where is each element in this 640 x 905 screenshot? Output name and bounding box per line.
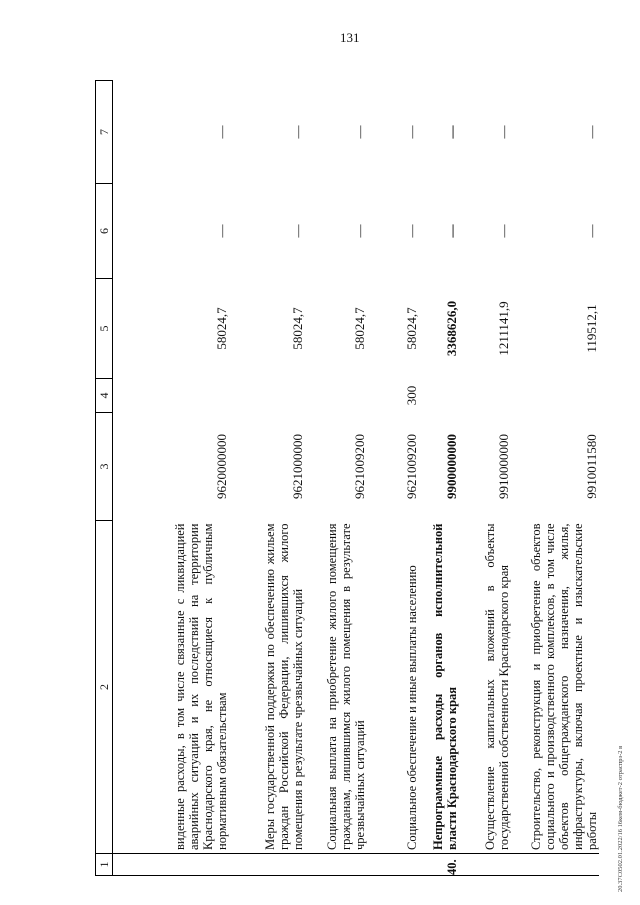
page-number: 131 <box>340 30 360 45</box>
row-target-code: 9621009200 <box>404 434 419 499</box>
table-row <box>367 81 419 876</box>
budget-table <box>95 80 599 876</box>
row-amount: 58024,7 <box>352 307 367 350</box>
row-target-code: 9621009200 <box>352 434 367 499</box>
row-amount: 58024,7 <box>290 307 305 350</box>
row-target-code: 9900000000 <box>444 434 459 499</box>
row-number <box>113 854 230 876</box>
row-expense-type <box>305 379 367 413</box>
row-target-code: 9621000000 <box>290 434 305 499</box>
row-expense-type: 300 <box>404 385 419 406</box>
row-amount: 3368626,0 <box>444 300 459 357</box>
row-col6-dash: — <box>290 224 305 238</box>
row-amount: 58024,7 <box>214 307 229 350</box>
row-number <box>229 854 305 876</box>
row-expense-type <box>459 379 511 413</box>
row-col7-dash: — <box>444 125 459 139</box>
table-row <box>511 81 599 876</box>
header-col-7: 7 <box>96 81 113 184</box>
row-expense-type <box>113 379 230 413</box>
row-number <box>305 854 367 876</box>
row-col7-dash: — <box>584 125 599 139</box>
row-amount: 58024,7 <box>404 307 419 350</box>
row-amount: 119512,1 <box>584 304 599 353</box>
row-col7-dash: — <box>352 125 367 139</box>
header-col-5: 5 <box>96 279 113 379</box>
row-col6-dash: — <box>584 224 599 238</box>
table-row <box>229 81 305 876</box>
header-col-6: 6 <box>96 184 113 279</box>
row-expense-type <box>511 379 599 413</box>
row-col6-dash: — <box>352 224 367 238</box>
header-col-1: 1 <box>96 854 113 876</box>
row-target-code: 9910000000 <box>496 434 511 499</box>
row-expense-type <box>229 379 305 413</box>
row-number <box>459 854 511 876</box>
table-row <box>305 81 367 876</box>
row-target-code: 9910011580 <box>584 434 599 499</box>
document-footer-code: 20.37C0502.01.2022/16 16кем-бюджет-2 отраспрз-2 в <box>617 745 624 892</box>
row-number <box>511 854 599 876</box>
row-col7-dash: — <box>404 125 419 139</box>
row-description: виденные расходы, в том числе связанные с ликвидацией аварийных ситуаций и их последствий на территории Краснодарского края, не относящиеся к публичным нормативным обязательствам <box>173 523 229 850</box>
row-description: Социальное обеспечение и иные выплаты населению <box>405 565 419 850</box>
table-row-section <box>419 81 459 876</box>
row-col7-dash: — <box>290 125 305 139</box>
row-col6-dash: — <box>214 224 229 238</box>
header-col-4: 4 <box>96 379 113 413</box>
row-amount: 1211141,9 <box>496 301 511 356</box>
row-description: Меры государственной поддержки по обеспечению жильем граждан Российской Федерации, лишившихся жилого помещения в результате чрезвычайных ситуаций <box>263 523 305 850</box>
row-target-code: 9620000000 <box>214 434 229 499</box>
row-description: Осуществление капитальных вложений в объекты государственной собственности Краснодарского края <box>483 523 511 850</box>
header-col-3: 3 <box>96 413 113 521</box>
row-col6-dash: — <box>444 224 459 238</box>
row-description: Непрограммные расходы органов исполнительной власти Краснодарского края <box>431 523 459 850</box>
table-row <box>113 81 230 876</box>
table-header-row <box>96 81 113 876</box>
row-col7-dash: — <box>214 125 229 139</box>
table-row <box>459 81 511 876</box>
row-expense-type <box>419 379 459 413</box>
row-number: 40. <box>419 854 459 876</box>
row-description: Социальная выплата на приобретение жилого помещения гражданам, лишившимся жилого помещения в результате чрезвычайных ситуаций <box>325 523 367 850</box>
header-col-2: 2 <box>96 521 113 854</box>
budget-table-container <box>95 81 615 876</box>
row-col6-dash: — <box>496 224 511 238</box>
row-description: Строительство, реконструкция и приобретение объектов социального и производственного комплексов, в том числе объектов общегражданского назначения, жилья, инфраструктуры, включая проектные и изыскательские работы <box>529 523 599 850</box>
row-col6-dash: — <box>404 224 419 238</box>
row-col7-dash: — <box>496 125 511 139</box>
row-number <box>367 854 419 876</box>
